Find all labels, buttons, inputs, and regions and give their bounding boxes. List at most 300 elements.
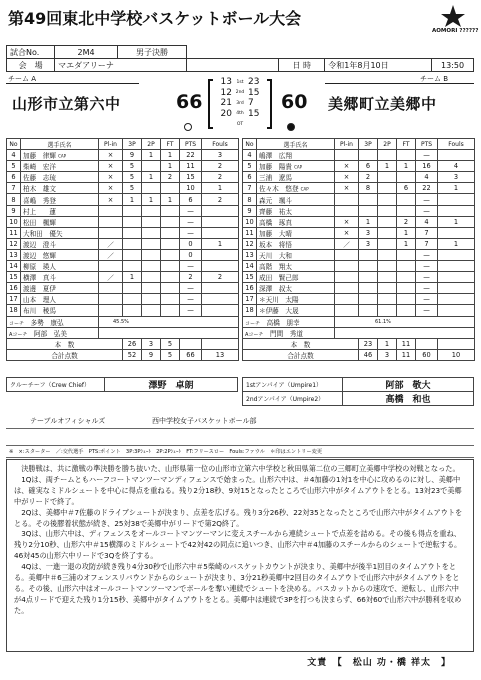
ac-row: Aコーチ 門間 秀道 bbox=[243, 327, 475, 338]
player-number: 14 bbox=[7, 261, 21, 272]
quarter-scores bbox=[213, 77, 267, 130]
player-fouls: 2 bbox=[202, 272, 239, 283]
game-info-table bbox=[6, 45, 474, 72]
player-play-in: × bbox=[335, 161, 359, 172]
player-3p bbox=[359, 261, 378, 272]
report-paragraph: 4Qは、一進一退の攻防が続き残り4分30秒で山形六中＃5柴崎のバスケットカウントが決まり、美郷中が後半1回目のタイムアウトをとる。美郷中＃6三浦のオフェンスリバウンドからのシュートが決まり、3分21秒美郷中2回目のタイムアウトで山形六中がタイムアウトをとる。その後、山形六中はオールコートマンツーマンでボールを奪い連続でシュートを決める。バスカットからの速攻で、逆転し、山形六中が4点リードで迎えた残り1分15秒、美郷中がタイムアウトをとる。美郷中は連続で3Pを打つも決まらず、66対60で山形六中が勝利を収めた。 bbox=[14, 562, 462, 615]
player-fouls bbox=[438, 283, 475, 294]
player-pts: 0 bbox=[180, 249, 202, 260]
player-3p bbox=[123, 205, 142, 216]
player-2p bbox=[378, 205, 397, 216]
player-ft bbox=[161, 272, 180, 283]
quarter-row: 13 1st 23 bbox=[220, 77, 260, 88]
team-a-label: チーム A bbox=[8, 75, 37, 83]
player-fouls bbox=[202, 283, 239, 294]
umpire1: 阿部 敬大 bbox=[343, 378, 474, 392]
player-pts: — bbox=[180, 283, 202, 294]
player-3p: 1 bbox=[123, 194, 142, 205]
player-number: 14 bbox=[243, 261, 257, 272]
player-play-in: ／ bbox=[99, 272, 123, 283]
player-play-in: × bbox=[99, 161, 123, 172]
player-play-in bbox=[99, 216, 123, 227]
player-3p: 3 bbox=[359, 227, 378, 238]
player-3p bbox=[123, 238, 142, 249]
player-fouls: 2 bbox=[202, 172, 239, 183]
player-row bbox=[243, 261, 475, 272]
player-fouls bbox=[202, 294, 239, 305]
player-2p: 1 bbox=[378, 161, 397, 172]
player-row bbox=[243, 205, 475, 216]
player-name: 佐藤 志琉 bbox=[21, 172, 99, 183]
player-ft bbox=[397, 172, 416, 183]
player-fouls: 2 bbox=[202, 161, 239, 172]
player-row bbox=[243, 294, 475, 305]
player-fouls bbox=[438, 227, 475, 238]
player-pts: 4 bbox=[416, 172, 438, 183]
tournament-logo bbox=[432, 4, 479, 38]
player-fouls: 2 bbox=[202, 194, 239, 205]
player-ft bbox=[397, 150, 416, 161]
player-name: 三浦 遼馬 bbox=[257, 172, 335, 183]
player-play-in bbox=[335, 305, 359, 316]
report-paragraph: 1Qは、両チームともハーフコートマンツーマンディフェンスで始まった。山形六中は、＃4加藤の1対1を中心に攻めるのに対し、美郷中は、確実なミドルシュートを中心に得点を重ねる。残り2分18秒、9対15となったところで山形六中がタイムアウトをとる。13対23で美郷中がリードで終了。 bbox=[14, 474, 462, 506]
player-number: 11 bbox=[7, 227, 21, 238]
star-logo-icon bbox=[432, 4, 474, 28]
player-3p bbox=[359, 150, 378, 161]
player-3p bbox=[359, 305, 378, 316]
player-3p: 8 bbox=[359, 183, 378, 194]
player-2p bbox=[142, 294, 161, 305]
time: 13:50 bbox=[432, 59, 474, 72]
player-pts: — bbox=[416, 150, 438, 161]
player-3p: 2 bbox=[359, 172, 378, 183]
team-b-honsu-row: 本 数 23 1 11 bbox=[243, 338, 475, 349]
player-pts: 22 bbox=[180, 150, 202, 161]
player-pts: 15 bbox=[180, 172, 202, 183]
venue-label: 会 場 bbox=[7, 59, 55, 72]
player-row bbox=[7, 283, 239, 294]
player-3p: 1 bbox=[123, 272, 142, 283]
player-ft: 1 bbox=[161, 150, 180, 161]
player-pts: — bbox=[416, 272, 438, 283]
player-pts: 7 bbox=[416, 227, 438, 238]
legend: ※ ×:スターター ／:交代選手 PTS:ポイント 3P:3Pｼｭｰﾄ 2P:2Pｼｭｰﾄ FT:フリースロー Fouls:ファウル ＊印はエントリー変更 bbox=[6, 445, 474, 458]
coach-row: コーチ 多勢 康弘 45.5% bbox=[7, 316, 239, 327]
player-3p: 5 bbox=[123, 172, 142, 183]
player-2p bbox=[378, 227, 397, 238]
table-officials: 西中学校女子バスケットボール部 bbox=[152, 417, 257, 425]
quarter-row: 20 4th 15 bbox=[220, 108, 260, 119]
player-pts: — bbox=[416, 249, 438, 260]
player-fouls: 1 bbox=[202, 183, 239, 194]
player-row bbox=[7, 272, 239, 283]
player-fouls: 1 bbox=[438, 216, 475, 227]
team-a-score: 66 bbox=[176, 91, 203, 113]
player-number: 9 bbox=[7, 205, 21, 216]
player-name: 成田 賢己郎 bbox=[257, 272, 335, 283]
player-play-in bbox=[335, 272, 359, 283]
page-title: 第49回東北中学校バスケットボール大会 bbox=[8, 9, 302, 28]
player-pts: — bbox=[180, 305, 202, 316]
player-fouls bbox=[438, 294, 475, 305]
player-fouls bbox=[438, 305, 475, 316]
loser-dot-icon bbox=[287, 123, 295, 131]
player-fouls: 4 bbox=[438, 161, 475, 172]
player-number: 11 bbox=[243, 227, 257, 238]
player-pts: 10 bbox=[180, 183, 202, 194]
player-3p bbox=[123, 216, 142, 227]
player-number: 9 bbox=[243, 205, 257, 216]
player-ft bbox=[161, 283, 180, 294]
player-ft bbox=[161, 183, 180, 194]
team-b-label: チーム B bbox=[420, 75, 449, 83]
player-ft bbox=[161, 205, 180, 216]
player-2p bbox=[378, 249, 397, 260]
player-3p: 5 bbox=[123, 161, 142, 172]
date: 令和1年8月10日 bbox=[325, 59, 432, 72]
winner-circle-icon bbox=[184, 123, 192, 131]
player-row bbox=[7, 194, 239, 205]
player-pts: 22 bbox=[416, 183, 438, 194]
team-b-ac: 門間 秀道 bbox=[270, 329, 303, 338]
umpire2: 高橋 和也 bbox=[343, 392, 474, 406]
author: 文責 【 松山 功・橋 祥太 】 bbox=[307, 658, 451, 668]
player-number: 5 bbox=[243, 161, 257, 172]
player-name: 佐々木 悠登 CAP bbox=[257, 183, 335, 194]
player-fouls: 3 bbox=[438, 172, 475, 183]
player-2p bbox=[142, 183, 161, 194]
ac-row: Aコーチ 阿部 弘美 bbox=[7, 327, 239, 338]
player-play-in bbox=[335, 249, 359, 260]
player-number: 13 bbox=[243, 249, 257, 260]
player-name: ＊天川 太陽 bbox=[257, 294, 335, 305]
division: 男子決勝 bbox=[117, 46, 186, 59]
player-pts: — bbox=[180, 261, 202, 272]
player-2p bbox=[142, 216, 161, 227]
game-report bbox=[6, 459, 474, 652]
player-name: 天川 大和 bbox=[257, 249, 335, 260]
player-number: 12 bbox=[243, 238, 257, 249]
player-number: 6 bbox=[243, 172, 257, 183]
player-2p bbox=[142, 249, 161, 260]
player-name: 柏木 雄文 bbox=[21, 183, 99, 194]
quarter-row: OT bbox=[236, 121, 244, 127]
captain-badge: CAP bbox=[300, 186, 309, 192]
stats-header-row: No 選手氏名 Pl-in 3P 2P FT PTS Fouls bbox=[7, 139, 239, 150]
crew-chief-table bbox=[6, 377, 238, 392]
player-name: 大和田 優矢 bbox=[21, 227, 99, 238]
player-number: 18 bbox=[7, 305, 21, 316]
player-ft: 1 bbox=[397, 238, 416, 249]
player-row bbox=[243, 305, 475, 316]
player-fouls bbox=[202, 305, 239, 316]
player-2p bbox=[378, 272, 397, 283]
player-play-in: × bbox=[99, 150, 123, 161]
player-number: 18 bbox=[243, 305, 257, 316]
player-2p bbox=[378, 216, 397, 227]
player-pts: 7 bbox=[416, 238, 438, 249]
player-row bbox=[7, 183, 239, 194]
team-b-score: 60 bbox=[281, 91, 308, 113]
player-number: 17 bbox=[7, 294, 21, 305]
player-play-in bbox=[99, 283, 123, 294]
player-name: 森元 颯斗 bbox=[257, 194, 335, 205]
player-ft: 2 bbox=[397, 216, 416, 227]
captain-badge: CAP bbox=[294, 164, 303, 170]
venue: マエダアリーナ bbox=[55, 59, 187, 72]
team-a-total-row: 合計点数 52 9 5 66 13 bbox=[7, 349, 239, 360]
player-pts: 11 bbox=[180, 161, 202, 172]
player-play-in bbox=[335, 294, 359, 305]
player-play-in bbox=[335, 150, 359, 161]
player-play-in bbox=[99, 205, 123, 216]
player-play-in bbox=[99, 305, 123, 316]
player-ft: 6 bbox=[397, 183, 416, 194]
player-fouls: 1 bbox=[202, 238, 239, 249]
player-pts: 4 bbox=[416, 216, 438, 227]
team-a-ac: 阿部 弘美 bbox=[34, 329, 67, 338]
player-pts: — bbox=[180, 216, 202, 227]
player-row bbox=[7, 261, 239, 272]
player-name: 加藤 律輝 CAP bbox=[21, 150, 99, 161]
player-pts: — bbox=[416, 205, 438, 216]
player-name: 松田 楓輝 bbox=[21, 216, 99, 227]
team-b-total-row: 合計点数 46 3 11 60 10 bbox=[243, 349, 475, 360]
player-number: 12 bbox=[7, 238, 21, 249]
player-name: 高橋 琢真 bbox=[257, 216, 335, 227]
player-row bbox=[7, 205, 239, 216]
player-row bbox=[7, 249, 239, 260]
player-name: 布川 稜馬 bbox=[21, 305, 99, 316]
player-play-in bbox=[335, 205, 359, 216]
player-row bbox=[7, 305, 239, 316]
player-fouls bbox=[438, 150, 475, 161]
player-row bbox=[7, 172, 239, 183]
player-fouls bbox=[438, 261, 475, 272]
player-2p bbox=[142, 283, 161, 294]
player-3p bbox=[359, 272, 378, 283]
player-number: 7 bbox=[7, 183, 21, 194]
player-2p: 1 bbox=[142, 150, 161, 161]
player-2p: 1 bbox=[142, 172, 161, 183]
player-3p bbox=[359, 249, 378, 260]
player-3p bbox=[123, 283, 142, 294]
team-a-coach-pct: 45.5% bbox=[99, 316, 239, 327]
player-pts: — bbox=[416, 283, 438, 294]
quarter-row: 21 3rd 7 bbox=[220, 98, 254, 109]
player-3p bbox=[123, 294, 142, 305]
player-play-in: ／ bbox=[99, 238, 123, 249]
player-3p: 3 bbox=[359, 238, 378, 249]
player-ft bbox=[397, 305, 416, 316]
team-b-coach-pct: 61.1% bbox=[335, 316, 475, 327]
player-row bbox=[7, 161, 239, 172]
player-name: 深澤 叔太 bbox=[257, 283, 335, 294]
player-row bbox=[7, 227, 239, 238]
player-pts: 0 bbox=[180, 238, 202, 249]
team-a-honsu-row: 本 数 26 3 5 bbox=[7, 338, 239, 349]
player-play-in: × bbox=[335, 183, 359, 194]
player-row bbox=[7, 238, 239, 249]
player-play-in bbox=[335, 194, 359, 205]
player-fouls bbox=[202, 261, 239, 272]
player-3p bbox=[359, 283, 378, 294]
player-2p bbox=[142, 261, 161, 272]
player-ft bbox=[161, 294, 180, 305]
stats-header-row: No 選手氏名 Pl-in 3P 2P FT PTS Fouls bbox=[243, 139, 475, 150]
player-pts: 2 bbox=[180, 272, 202, 283]
player-3p: 1 bbox=[359, 216, 378, 227]
player-pts: — bbox=[180, 227, 202, 238]
player-2p bbox=[142, 238, 161, 249]
player-3p: 6 bbox=[359, 161, 378, 172]
logo-text: AOMORI ?????? bbox=[432, 28, 479, 34]
player-ft bbox=[161, 238, 180, 249]
team-b-stats-table bbox=[242, 138, 475, 361]
player-3p bbox=[123, 227, 142, 238]
player-pts: — bbox=[416, 261, 438, 272]
player-play-in: × bbox=[335, 216, 359, 227]
player-2p bbox=[378, 305, 397, 316]
player-2p bbox=[378, 150, 397, 161]
player-row bbox=[243, 150, 475, 161]
player-fouls: 3 bbox=[202, 150, 239, 161]
player-pts: — bbox=[416, 194, 438, 205]
player-row bbox=[243, 216, 475, 227]
player-ft bbox=[161, 227, 180, 238]
player-ft bbox=[397, 205, 416, 216]
player-row bbox=[7, 150, 239, 161]
player-number: 4 bbox=[7, 150, 21, 161]
player-2p bbox=[378, 238, 397, 249]
player-play-in: × bbox=[99, 172, 123, 183]
player-3p bbox=[359, 194, 378, 205]
player-play-in: ／ bbox=[335, 238, 359, 249]
team-a-stats-table bbox=[6, 138, 239, 361]
player-2p bbox=[142, 305, 161, 316]
player-number: 5 bbox=[7, 161, 21, 172]
player-ft bbox=[397, 272, 416, 283]
player-number: 10 bbox=[7, 216, 21, 227]
player-ft bbox=[397, 194, 416, 205]
player-ft bbox=[161, 261, 180, 272]
game-no-label: 試合No. bbox=[7, 46, 55, 59]
player-number: 17 bbox=[243, 294, 257, 305]
player-pts: — bbox=[180, 294, 202, 305]
player-play-in bbox=[99, 227, 123, 238]
player-ft: 1 bbox=[161, 161, 180, 172]
player-2p: 1 bbox=[142, 194, 161, 205]
player-ft: 1 bbox=[397, 227, 416, 238]
player-number: 8 bbox=[7, 194, 21, 205]
date-label: 日 時 bbox=[279, 59, 325, 72]
team-a-name: 山形市立第六中 bbox=[12, 95, 121, 113]
crew-chief-label: クルーチーフ（Crew Chief） bbox=[7, 378, 105, 392]
player-fouls bbox=[438, 205, 475, 216]
player-row bbox=[243, 172, 475, 183]
player-number: 7 bbox=[243, 183, 257, 194]
player-ft: 1 bbox=[161, 194, 180, 205]
player-fouls bbox=[202, 249, 239, 260]
player-3p: 9 bbox=[123, 150, 142, 161]
player-pts: — bbox=[416, 294, 438, 305]
player-row bbox=[7, 294, 239, 305]
player-name: 齊藤 祐太 bbox=[257, 205, 335, 216]
report-paragraph: 3Qは、山形六中は、ディフェンスをオールコートマンツーマンに変えスチールから連続シュートで点差を詰める。その後も得点を重ね、残り2分10秒、山形六中＃15横澤のミドルシュートで42対42の同点に追いつき、山形六中＃4加藤のスチールからのシュートで逆転する。46対45の山形六中リードで3Qを終了する。 bbox=[14, 529, 462, 561]
player-2p bbox=[142, 272, 161, 283]
player-ft bbox=[397, 283, 416, 294]
team-b-name: 美郷町立美郷中 bbox=[328, 95, 437, 113]
player-row bbox=[243, 161, 475, 172]
player-row bbox=[7, 216, 239, 227]
player-ft bbox=[397, 249, 416, 260]
player-2p bbox=[378, 294, 397, 305]
player-row bbox=[243, 194, 475, 205]
player-number: 15 bbox=[7, 272, 21, 283]
player-row bbox=[243, 249, 475, 260]
player-3p bbox=[359, 294, 378, 305]
player-pts: — bbox=[416, 305, 438, 316]
player-fouls: 1 bbox=[438, 238, 475, 249]
player-play-in: × bbox=[335, 227, 359, 238]
player-name: ＊伊藤 大晟 bbox=[257, 305, 335, 316]
player-2p bbox=[378, 172, 397, 183]
player-fouls: 1 bbox=[438, 183, 475, 194]
captain-badge: CAP bbox=[58, 153, 67, 159]
player-fouls bbox=[438, 249, 475, 260]
player-pts: 16 bbox=[416, 161, 438, 172]
player-pts: 6 bbox=[180, 194, 202, 205]
player-name: 渡辺 悠輝 bbox=[21, 249, 99, 260]
umpire1-label: 1stアンパイア（Umpire1） bbox=[243, 378, 343, 392]
player-fouls bbox=[438, 194, 475, 205]
crew-chief: 澤野 卓朗 bbox=[105, 378, 238, 392]
player-play-in: × bbox=[99, 183, 123, 194]
player-name: 渡辺 澄斗 bbox=[21, 238, 99, 249]
team-a-coach: 多勢 康弘 bbox=[30, 318, 64, 327]
player-play-in bbox=[335, 261, 359, 272]
player-name: 柴崎 宏洋 bbox=[21, 161, 99, 172]
player-3p bbox=[123, 261, 142, 272]
coach-row: コーチ 高橋 朋幸 61.1% bbox=[243, 316, 475, 327]
player-name: 加藤 大晴 bbox=[257, 227, 335, 238]
player-name: 加藤 陽貴 CAP bbox=[257, 161, 335, 172]
umpire2-label: 2ndアンパイア（Umpire2） bbox=[243, 392, 343, 406]
player-name: 横澤 真斗 bbox=[21, 272, 99, 283]
player-row bbox=[243, 238, 475, 249]
quarter-row: 12 2nd 15 bbox=[220, 87, 260, 98]
team-b-coach: 高橋 朋幸 bbox=[266, 318, 300, 327]
player-ft: 2 bbox=[161, 172, 180, 183]
player-play-in bbox=[335, 283, 359, 294]
umpires-table bbox=[242, 377, 474, 406]
player-ft bbox=[161, 249, 180, 260]
player-number: 13 bbox=[7, 249, 21, 260]
player-name: 喜嶋 秀登 bbox=[21, 194, 99, 205]
player-ft bbox=[397, 261, 416, 272]
player-3p bbox=[123, 305, 142, 316]
game-no: 2M4 bbox=[55, 46, 118, 59]
player-number: 6 bbox=[7, 172, 21, 183]
report-paragraph: 2Qは、美郷中＃7佐藤のドライブシュートが決まり、点差を広げる。残り3分26秒、22対35となったところで山形六中がタイムアウトをとる。その後膠着状態が続き、25対38で美郷中がリードで第2Q終了。 bbox=[14, 507, 463, 528]
report-paragraph: 決勝戦は、共に激戦の準決勝を勝ち抜いた、山形県第一位の山形市立第六中学校と秋田県第二位の三郷町立美郷中学校の対戦となった。 bbox=[21, 464, 460, 473]
player-play-in: × bbox=[99, 194, 123, 205]
player-fouls bbox=[202, 216, 239, 227]
player-number: 8 bbox=[243, 194, 257, 205]
player-ft: 1 bbox=[397, 161, 416, 172]
player-name: 山本 理人 bbox=[21, 294, 99, 305]
player-row bbox=[243, 283, 475, 294]
